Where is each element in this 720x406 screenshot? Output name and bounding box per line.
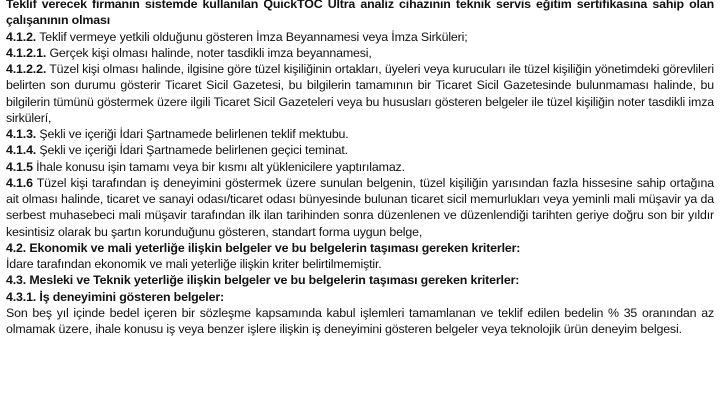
paragraph bbox=[6, 126, 714, 142]
paragraph-text: Tüzel kişi olması halinde, ilgisine göre tüzel kişiliğinin ortakları, üyeleri veya kurucuları ile tüzel kişiliğin yönetimdeki görevlileri belirten son durumu gösterir Ticaret Sicil Gazetesi, bu bilgilerin tamamının bir Ticaret Sicil Gazetesinde bulunmaması halinde, bu bilgilerin tümünü göstermek üzere ilgili Ticaret Sicil Gazeteleri veya bu hususları gösteren belgeler ile tüzel kişiliğin noter tasdikli imza sirkülerí, bbox=[6, 62, 714, 125]
paragraph bbox=[6, 175, 714, 240]
paragraph-text: İdare tarafından ekonomik ve mali yeterliğe ilişkin kriter belirtilmemiştir. bbox=[6, 257, 382, 271]
clause-number: 4.1.5 bbox=[6, 159, 33, 174]
paragraph bbox=[6, 272, 714, 288]
paragraph-text: Teklif vermeye yetkili olduğunu gösteren İmza Beyannamesi veya İmza Sirküleri; bbox=[39, 29, 468, 44]
paragraph-text: Mesleki ve Teknik yeterliğe ilişkin belgeler ve bu belgelerin taşıması gereken kriterler: bbox=[29, 273, 520, 288]
paragraph-text: Son beş yıl içinde bedel içeren bir sözleşme kapsamında kabul işlemleri tamamlanan ve teklif edilen bedelin % 35 oranından az olmamak üzere, ihale konusu iş veya benzer işlere ilişkin iş deneyimini gösteren belgeler veya teknolojik ürün deneyim belgesi. bbox=[6, 305, 714, 336]
paragraph bbox=[6, 45, 714, 61]
paragraph-text: Şekli ve içeriği İdari Şartnamede belirlenen geçici teminat. bbox=[39, 143, 348, 158]
paragraph-text: Ekonomik ve mali yeterliğe ilişkin belgeler ve bu belgelerin taşıması gereken kriterler: bbox=[29, 240, 521, 255]
paragraph bbox=[6, 240, 714, 256]
clause-number: 4.3. bbox=[6, 273, 27, 288]
paragraph bbox=[6, 142, 714, 158]
clause-number: 4.1.2.1. bbox=[6, 45, 47, 60]
clause-number: 4.1.6 bbox=[6, 175, 33, 190]
paragraph-text: Tüzel kişi tarafından iş deneyimini göstermek üzere sunulan belgenin, tüzel kişiliğin yarısından fazla hissesine sahip ortağına ait olması halinde, ticaret ve sanayi odası/ticaret odası bünyesinde bulunan ticaret sicil memurlukları veya yeminli mali müşavir ya da serbest muhasebeci mali müşavir tarafından ilk ilan tarihinden sonra düzenlenen ve düzenlendiği tarihten geriye doğru son bir yıldır kesintisiz olarak bu şartın korunduğunu gösteren, standart forma uygun belge, bbox=[6, 175, 715, 239]
clause-number: 4.1.2.2. bbox=[6, 62, 47, 76]
paragraph-text: İhale konusu işin tamamı veya bir kısmı alt yüklenicilere yaptırılamaz. bbox=[36, 159, 405, 174]
paragraph bbox=[6, 61, 714, 126]
paragraph-text: İş deneyimini gösteren belgeler: bbox=[39, 289, 224, 304]
clause-number: 4.3.1. bbox=[6, 289, 37, 304]
clause-number: 4.1.2. bbox=[6, 29, 37, 44]
clause-number: 4.1.3. bbox=[6, 127, 37, 141]
paragraph bbox=[6, 159, 714, 175]
paragraph-text: Gerçek kişi olması halinde, noter tasdikli imza beyannamesi, bbox=[49, 45, 372, 60]
paragraph bbox=[6, 289, 714, 305]
paragraph bbox=[6, 29, 714, 45]
paragraph bbox=[6, 0, 714, 29]
paragraph-text: Teklif verecek firmanın sistemde kullanılan QuickTOC Ultra analiz cihazının teknik servis eğitim sertifikasına sahip olan çalışanının olması bbox=[6, 0, 714, 28]
clause-number: 4.2. bbox=[6, 240, 27, 255]
paragraph bbox=[6, 305, 714, 338]
clause-number: 4.1.4. bbox=[6, 143, 37, 158]
paragraph bbox=[6, 256, 714, 272]
paragraph-text: Şekli ve içeriği İdari Şartnamede belirlenen teklif mektubu. bbox=[39, 127, 349, 141]
